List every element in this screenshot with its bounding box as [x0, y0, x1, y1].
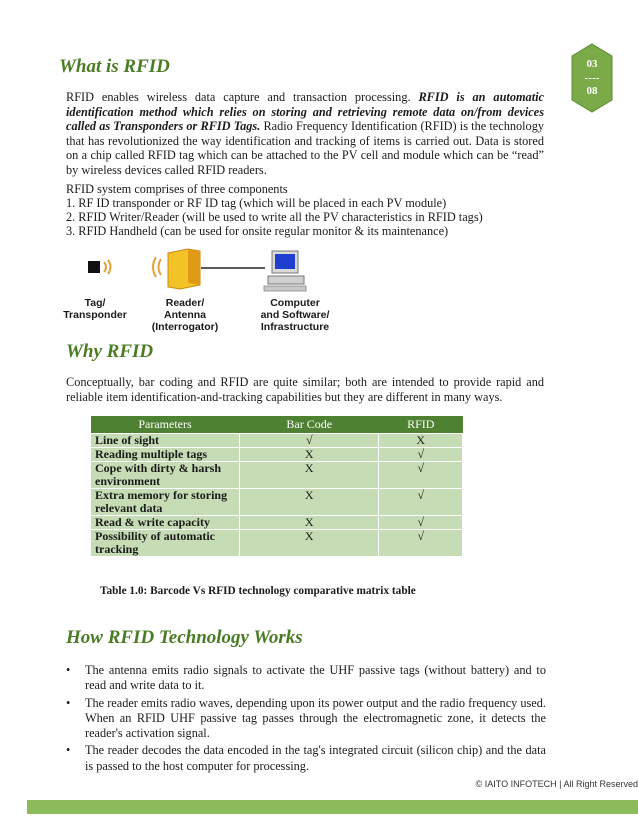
- row-bar-value: X: [240, 516, 379, 530]
- section-title-why-rfid: Why RFID: [66, 341, 154, 362]
- component-item-1: 1. RF ID transponder or RF ID tag (which will be placed in each PV module): [66, 196, 447, 210]
- table-row: [91, 434, 463, 448]
- components-intro: RFID system comprises of three components: [66, 182, 288, 196]
- component-item-3: 3. RFID Handheld (can be used for onsite regular monitor & its maintenance): [66, 224, 449, 238]
- how-it-works-list: [66, 663, 546, 776]
- definition-text-emphasis: RFID is an automatic identification method which relies on storing and retrieving remote data on/from devices called as Transponders or RFID Tags.: [66, 90, 544, 134]
- row-param: Reading multiple tags: [91, 448, 240, 462]
- paragraph-why-rfid: Conceptually, bar coding and RFID are quite similar; both are intended to provide rapid and reliable item identification-and-tracking capabilities but they are different in many ways.: [66, 375, 544, 404]
- page-number-badge: [570, 42, 614, 114]
- component-item-2: 2. RFID Writer/Reader (will be used to write all the PV characteristics in RFID tags): [66, 210, 483, 224]
- row-rfid-value: √: [379, 516, 463, 530]
- footer-bar: [27, 800, 638, 814]
- row-bar-value: X: [240, 530, 379, 557]
- definition-text-2: Radio Frequency Identification (RFID) is the technology that has revolutionized the way identification and tracking of items is carried out. Data is stored on a chip called RFID tag which can be attached to the PV cell and module which can be “read” by wireless devices called RFID readers.: [66, 119, 544, 177]
- row-bar-value: X: [240, 489, 379, 516]
- diagram-graphics: [80, 245, 340, 295]
- tag-chip-icon: [88, 261, 100, 273]
- list-item: [66, 696, 546, 742]
- table-row: [91, 448, 463, 462]
- table-caption: Table 1.0: Barcode Vs RFID technology comparative matrix table: [100, 585, 416, 597]
- definition-text-1: RFID enables wireless data capture and transaction processing.: [66, 90, 411, 104]
- table-row: [91, 462, 463, 489]
- header-parameters: Parameters: [91, 416, 240, 434]
- table-row: [91, 516, 463, 530]
- bullet-marker: •: [66, 663, 71, 677]
- list-item: [66, 663, 546, 694]
- row-bar-value: X: [240, 448, 379, 462]
- section-title-what-is-rfid: What is RFID: [59, 56, 170, 77]
- section-title-how-rfid-works: How RFID Technology Works: [66, 627, 303, 648]
- row-param: Cope with dirty & harsh environment: [91, 462, 240, 489]
- row-rfid-value: √: [379, 489, 463, 516]
- table-row: [91, 489, 463, 516]
- footer-copyright: © IAITO INFOTECH | All Right Reserved: [475, 779, 638, 789]
- row-param: Extra memory for storing relevant data: [91, 489, 240, 516]
- diagram-label-reader: Reader/ Antenna (Interrogator): [151, 297, 219, 333]
- page-number-total: 08: [586, 85, 598, 97]
- bullet-marker: •: [66, 743, 71, 758]
- page-number-current: 03: [586, 58, 598, 70]
- row-rfid-value: X: [379, 434, 463, 448]
- bullet-text: The reader emits radio waves, depending upon its power output and the radio frequency used. When an RFID UHF passive tag passes through the electromagnetic zone, it detects the reader's activation signal.: [85, 695, 546, 741]
- row-param: Line of sight: [91, 434, 240, 448]
- row-rfid-value: √: [379, 530, 463, 557]
- row-bar-value: √: [240, 434, 379, 448]
- header-bar-code: Bar Code: [240, 416, 379, 434]
- row-bar-value: X: [240, 462, 379, 489]
- paragraph-rfid-definition: [66, 90, 544, 178]
- row-param: Possibility of automatic tracking: [91, 530, 240, 557]
- header-rfid: RFID: [379, 416, 463, 434]
- row-rfid-value: √: [379, 448, 463, 462]
- list-item: [66, 743, 546, 774]
- page-number-separator: ----: [584, 72, 600, 84]
- bullet-marker: •: [66, 695, 71, 710]
- bullet-text: The reader decodes the data encoded in the tag's integrated circuit (silicon chip) and the data is passed to the host computer for processing.: [85, 743, 546, 773]
- diagram-label-tag: Tag/ Transponder: [63, 297, 127, 321]
- comparison-table: [90, 416, 463, 557]
- diagram-label-computer: Computer and Software/ Infrastructure: [260, 297, 330, 333]
- row-param: Read & write capacity: [91, 516, 240, 530]
- bullet-text: The antenna emits radio signals to activate the UHF passive tags (without battery) and to read and write data to it.: [85, 663, 546, 693]
- row-rfid-value: √: [379, 462, 463, 489]
- table-row: [91, 530, 463, 557]
- table-header-row: [91, 416, 463, 434]
